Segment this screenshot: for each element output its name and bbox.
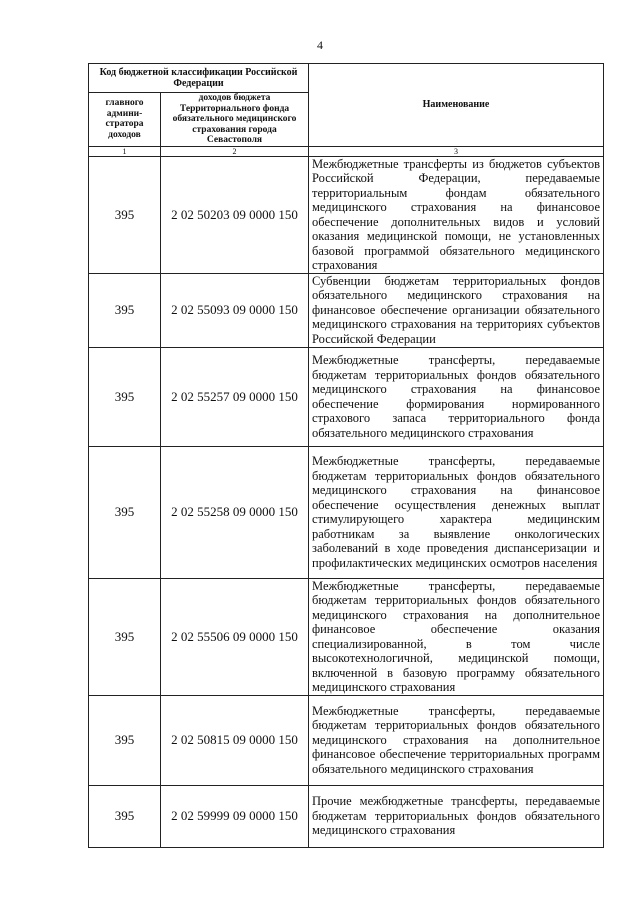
column-number: 2 <box>161 146 309 156</box>
income-name: Субвенции бюджетам территориальных фондов обязательного медицинского страхования на финансовое обеспечение организации обязательного медицинского страхования на территориях субъектов Российской Федерации <box>309 273 604 347</box>
admin-code: 395 <box>89 273 161 347</box>
admin-code: 395 <box>89 695 161 785</box>
table-row <box>89 156 604 273</box>
admin-code: 395 <box>89 156 161 273</box>
admin-code: 395 <box>89 347 161 446</box>
income-code: 2 02 50203 09 0000 150 <box>161 156 309 273</box>
income-code: 2 02 55506 09 0000 150 <box>161 578 309 695</box>
table-row <box>89 273 604 347</box>
income-name: Межбюджетные трансферты, передаваемые бюджетам территориальных фондов обязательного медицинского страхования на финансовое обеспечение формирования нормированного страхового запаса территориального фонда обязательного медицинского страхования <box>309 347 604 446</box>
admin-code: 395 <box>89 446 161 578</box>
admin-code: 395 <box>89 785 161 847</box>
admin-code: 395 <box>89 578 161 695</box>
table-row <box>89 347 604 446</box>
income-code: 2 02 55257 09 0000 150 <box>161 347 309 446</box>
income-code: 2 02 55258 09 0000 150 <box>161 446 309 578</box>
table-row <box>89 578 604 695</box>
income-code: 2 02 59999 09 0000 150 <box>161 785 309 847</box>
header-admin: главного админи-стратора доходов <box>89 93 161 147</box>
budget-classification-table <box>88 63 604 848</box>
income-name: Межбюджетные трансферты из бюджетов субъектов Российской Федерации, передаваемые территориальным фондам обязательного медицинского страхования на финансовое обеспечение дополнительных видов и условий оказания медицинской помощи, не установленных базовой программой обязательного медицинского страхования <box>309 156 604 273</box>
table-row <box>89 695 604 785</box>
table-row <box>89 785 604 847</box>
income-name: Межбюджетные трансферты, передаваемые бюджетам территориальных фондов обязательного медицинского страхования на финансовое обеспечение осуществления денежных выплат стимулирующего характера медицинским работникам за выявление онкологических заболеваний в ходе проведения диспансеризации и профилактических медицинских осмотров населения <box>309 446 604 578</box>
income-code: 2 02 50815 09 0000 150 <box>161 695 309 785</box>
income-code: 2 02 55093 09 0000 150 <box>161 273 309 347</box>
header-name: Наименование <box>309 64 604 147</box>
table-row <box>89 446 604 578</box>
column-number: 1 <box>89 146 161 156</box>
income-name: Межбюджетные трансферты, передаваемые бюджетам территориальных фондов обязательного медицинского страхования на дополнительное финансовое обеспечение территориальных программ обязательного медицинского страхования <box>309 695 604 785</box>
header-group-title: Код бюджетной классификации Российской Федерации <box>89 64 309 93</box>
column-number: 3 <box>309 146 604 156</box>
income-name: Межбюджетные трансферты, передаваемые бюджетам территориальных фондов обязательного медицинского страхования на дополнительное финансовое обеспечение оказания специализированной, в том числе высокотехнологичной, медицинской помощи, включенной в базовую программу обязательного медицинского страхования <box>309 578 604 695</box>
income-name: Прочие межбюджетные трансферты, передаваемые бюджетам территориальных фондов обязательного медицинского страхования <box>309 785 604 847</box>
header-income: доходов бюджета Территориального фонда обязательного медицинского страхования города Севастополя <box>161 93 309 147</box>
page-number: 4 <box>317 38 323 52</box>
